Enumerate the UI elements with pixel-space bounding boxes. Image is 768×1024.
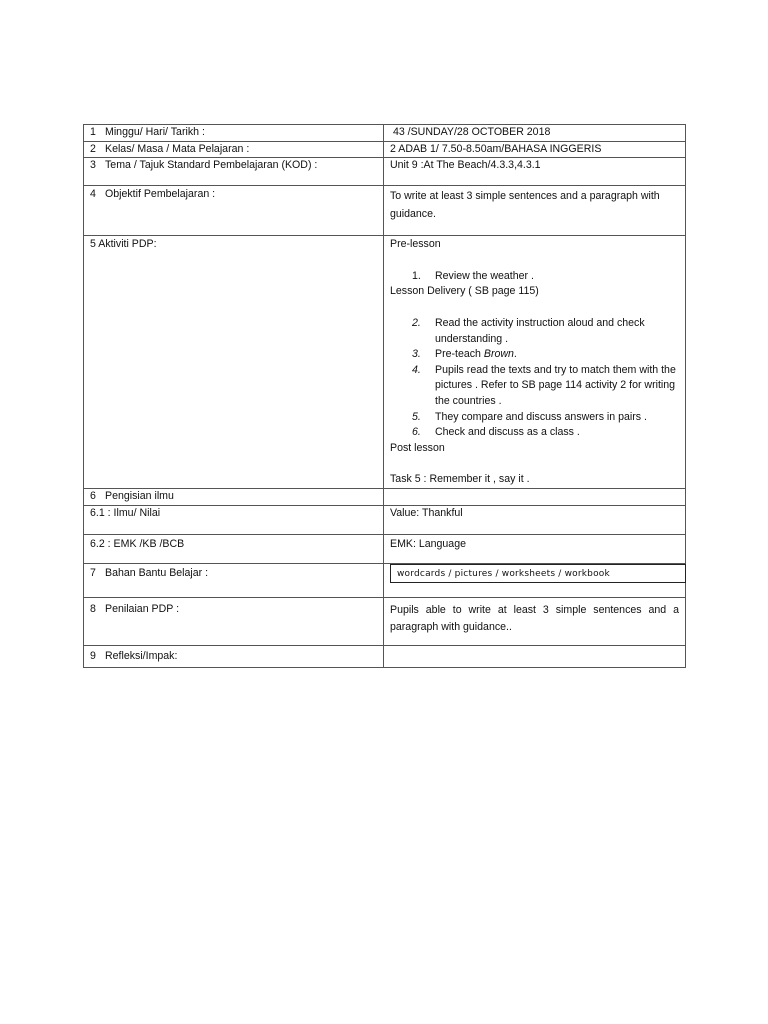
row-objektif <box>84 186 686 236</box>
pre-lesson-steps <box>390 269 679 285</box>
label-text: 5 Aktiviti PDP: <box>90 238 157 251</box>
row-label <box>84 488 384 505</box>
row-number: 4 <box>90 188 96 201</box>
row-aktiviti <box>84 236 686 489</box>
row-label <box>84 505 384 534</box>
label-text: Bahan Bantu Belajar : <box>105 566 209 579</box>
row-value: 43 /SUNDAY/28 OCTOBER 2018 <box>384 125 686 142</box>
label-text: Pengisian ilmu <box>105 489 174 502</box>
row-value <box>384 597 686 645</box>
spacer <box>390 456 679 472</box>
row-bahan <box>84 563 686 597</box>
label-text: 6.2 : EMK /KB /BCB <box>90 537 185 550</box>
list-item <box>390 269 679 285</box>
row-label <box>84 645 384 667</box>
row-value: Unit 9 :At The Beach/4.3.3,4.3.1 <box>384 158 686 186</box>
step-text-end: . <box>513 348 517 361</box>
row-value: 2 ADAB 1/ 7.50-8.50am/BAHASA INGGERIS <box>384 141 686 158</box>
label-text: Minggu/ Hari/ Tarikh : <box>105 126 205 138</box>
step-number: 3. <box>412 348 421 361</box>
row-emk <box>84 534 686 563</box>
pre-lesson-heading: Pre-lesson <box>390 238 441 251</box>
step-text: They compare and discuss answers in pairs . <box>435 410 647 423</box>
row-number: 9 <box>90 649 96 662</box>
row-label <box>84 125 384 142</box>
row-ilmu <box>84 505 686 534</box>
label-text: Penilaian PDP : <box>105 602 180 615</box>
row-label <box>84 236 384 489</box>
row-pengisian <box>84 488 686 505</box>
list-item <box>390 347 679 363</box>
list-item <box>390 316 679 347</box>
row-value: Value: Thankful <box>384 505 686 534</box>
step-number: 4. <box>412 363 421 376</box>
step-text: Check and discuss as a class . <box>435 426 580 439</box>
activity-cell <box>384 236 686 489</box>
step-text: Review the weather . <box>435 269 534 282</box>
post-lesson-heading: Post lesson <box>390 441 445 454</box>
step-text: Read the activity instruction aloud and check understanding . <box>435 316 645 345</box>
row-value: EMK: Language <box>384 534 686 563</box>
row-value <box>384 645 686 667</box>
row-label <box>84 563 384 597</box>
row-number: 6 <box>90 489 96 502</box>
lesson-plan-table <box>83 124 686 668</box>
label-text: Objektif Pembelajaran : <box>105 188 216 201</box>
row-minggu <box>84 125 686 142</box>
list-item <box>390 410 679 426</box>
objective-text: To write at least 3 simple sentences and a paragraph with guidance. <box>390 190 660 221</box>
row-label <box>84 534 384 563</box>
step-number: 5. <box>412 410 421 423</box>
row-value <box>384 488 686 505</box>
row-label <box>84 158 384 186</box>
row-refleksi <box>84 645 686 667</box>
step-number: 1. <box>412 269 421 282</box>
row-number: 8 <box>90 602 96 615</box>
label-text: Kelas/ Masa / Mata Pelajaran : <box>105 142 250 155</box>
row-kelas <box>84 141 686 158</box>
label-text: Tema / Tajuk Standard Pembelajaran (KOD) : <box>105 159 318 172</box>
task-text: Task 5 : Remember it , say it . <box>390 473 530 486</box>
row-number: 3 <box>90 159 96 172</box>
row-value <box>384 186 686 236</box>
row-label <box>84 141 384 158</box>
row-tema <box>84 158 686 186</box>
row-number: 1 <box>90 126 96 138</box>
step-text: Pre-teach <box>435 348 484 361</box>
label-text: 6.1 : Ilmu/ Nilai <box>90 506 161 519</box>
step-text: Pupils read the texts and try to match them with the pictures . Refer to SB page 114 activity 2 for writing the countries . <box>435 363 676 407</box>
delivery-heading: Lesson Delivery ( SB page 115) <box>390 285 539 298</box>
row-label <box>84 186 384 236</box>
lesson-plan-sheet <box>83 124 685 668</box>
list-item <box>390 363 679 410</box>
row-number: 7 <box>90 566 96 579</box>
spacer <box>390 253 679 269</box>
step-emphasis: Brown <box>483 348 514 361</box>
row-penilaian <box>84 597 686 645</box>
label-text: Refleksi/Impak: <box>105 649 178 662</box>
spacer <box>390 300 679 316</box>
list-item <box>390 425 679 441</box>
row-number: 2 <box>90 142 96 155</box>
delivery-steps <box>390 316 679 441</box>
step-number: 2. <box>412 316 421 329</box>
row-label <box>84 597 384 645</box>
materials-box: wordcards / pictures / worksheets / workbook <box>390 564 686 583</box>
materials-cell <box>384 563 686 597</box>
step-number: 6. <box>412 426 421 439</box>
assessment-text: Pupils able to write at least 3 simple sentences and a paragraph with guidance.. <box>390 603 679 633</box>
